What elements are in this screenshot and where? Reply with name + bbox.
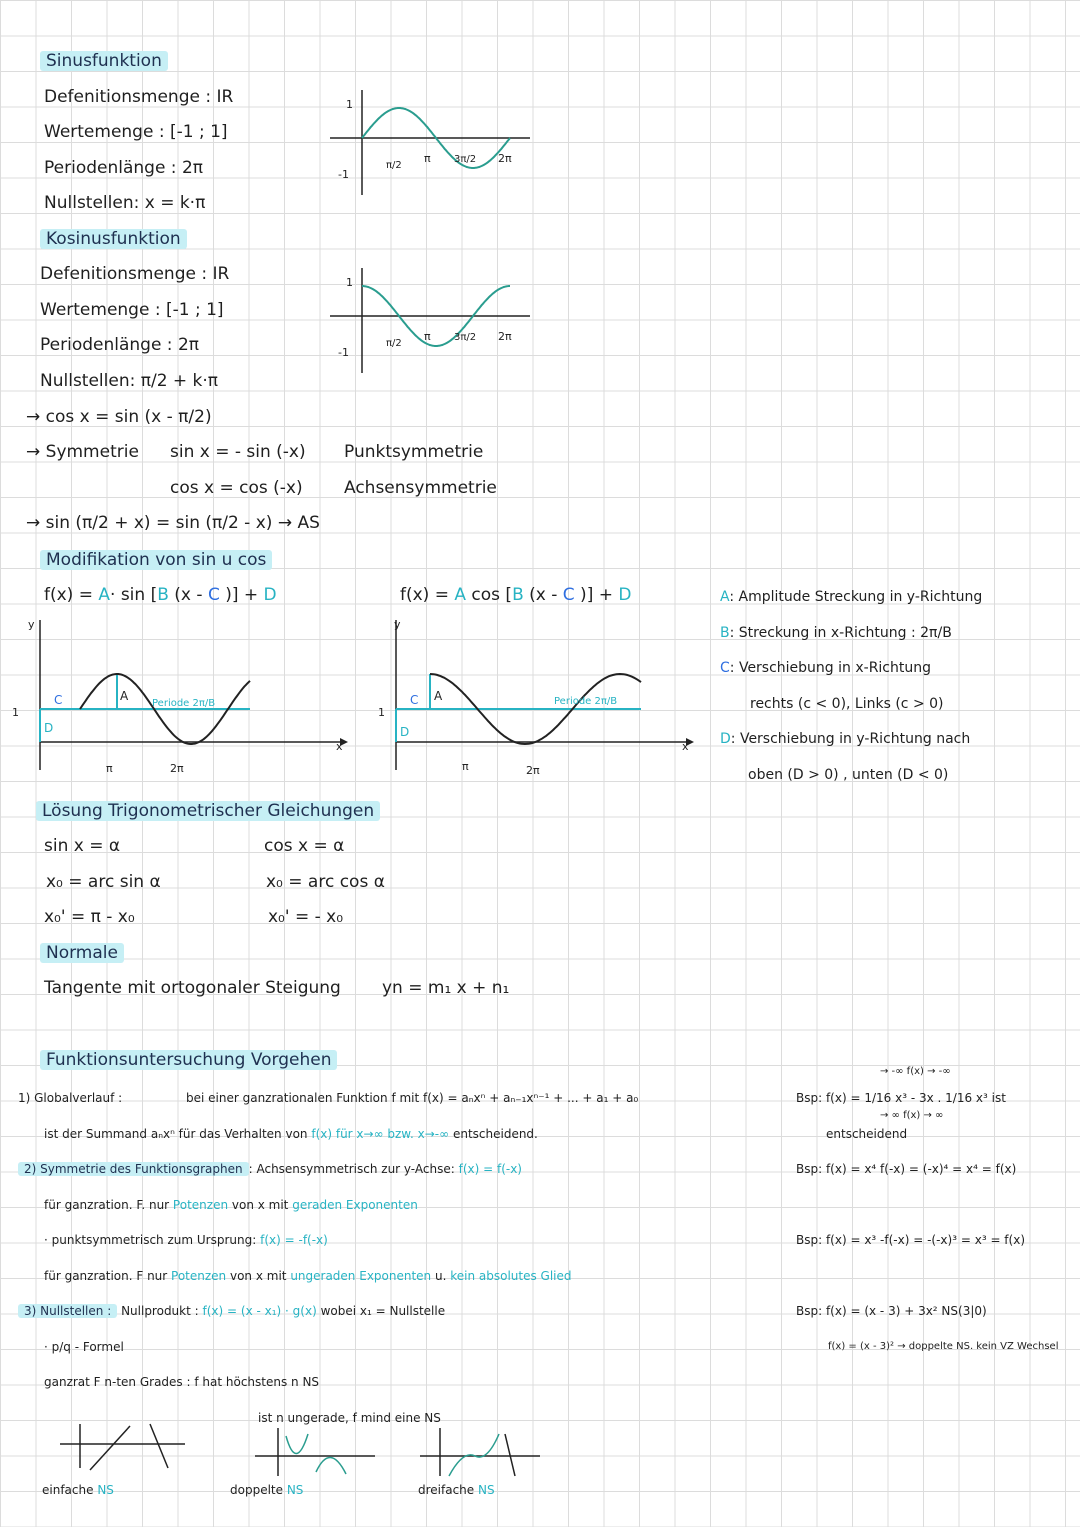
sin-title: Sinusfunktion <box>40 51 168 71</box>
mod-cos-pi: π <box>462 760 469 773</box>
sin-ym1: -1 <box>338 168 349 181</box>
fu-title: Funktionsuntersuchung Vorgehen <box>40 1050 337 1070</box>
expl-C2: rechts (c < 0), Links (c > 0) <box>750 696 944 712</box>
sin-wert: Wertemenge : [-1 ; 1] <box>44 122 228 142</box>
trig-sin-eq: sin x = α <box>44 836 121 856</box>
sin-3pi-half: 3π/2 <box>454 154 477 165</box>
trig-sin-x0p: x₀' = π - x₀ <box>44 907 135 927</box>
expl-B: B: Streckung in x-Richtung : 2π/B <box>720 625 952 641</box>
trig-cos-eq: cos x = α <box>264 836 345 856</box>
expl-C: C: Verschiebung in x-Richtung <box>720 660 932 676</box>
sin-def: Defenitionsmenge : IR <box>44 87 234 107</box>
sin-pi-half: π/2 <box>386 160 402 171</box>
mod-cos-graph <box>376 612 716 782</box>
fu-ungerade: ist n ungerade, f mind eine NS <box>258 1411 441 1425</box>
sin-as: → sin (π/2 + x) = sin (π/2 - x) → AS <box>26 513 320 533</box>
mod-title: Modifikation von sin u cos <box>40 550 272 570</box>
fu-item2-line2: für ganzration. F. nur Potenzen von x mit geraden Exponenten <box>44 1198 418 1212</box>
fu-item1-text: bei einer ganzrationalen Funktion f mit f(x) = aₙxⁿ + aₙ₋₁xⁿ⁻¹ + ... + a₁ + a₀ <box>186 1091 639 1105</box>
mod-cos-formula: f(x) = A cos [B (x - C )] + D <box>400 585 632 605</box>
sin-2pi: 2π <box>498 152 512 165</box>
dreifache-ns-sketch <box>415 1420 555 1480</box>
fu-item1-label: 1) Globalverlauf : <box>18 1091 123 1105</box>
expl-D: D: Verschiebung in y-Richtung nach <box>720 731 971 747</box>
trig-title: Lösung Trigonometrischer Gleichungen <box>36 801 380 821</box>
cos-shift: → cos x = sin (x - π/2) <box>26 407 212 427</box>
trig-cos-x0: x₀ = arc cos α <box>266 872 385 892</box>
fu-ganzrat: ganzrat F n-ten Grades : f hat höchstens n NS <box>44 1375 320 1389</box>
mod-cos-D: D <box>400 725 410 739</box>
mod-cos-periode: Periode 2π/B <box>554 696 618 707</box>
cos-y1: 1 <box>346 276 353 289</box>
fu-item2-point: · punktsymmetrisch zum Ursprung: f(x) = -f(-x) <box>44 1233 328 1247</box>
mod-sin-2pi: 2π <box>170 762 184 775</box>
mod-sin-formula: f(x) = A· sin [B (x - C )] + D <box>44 585 277 605</box>
mod-sin-pi: π <box>106 762 113 775</box>
fu-bsp1-end: entscheidend <box>826 1127 908 1141</box>
normale-formula: yn = m₁ x + n₁ <box>382 978 510 998</box>
sym-sin: sin x = - sin (-x) <box>170 442 306 462</box>
sym-sin-type: Punktsymmetrie <box>344 442 484 462</box>
cos-3pi-half: 3π/2 <box>454 332 477 343</box>
mod-cos-C: C <box>410 693 419 707</box>
dreifache-ns-label: dreifache NS <box>418 1483 495 1497</box>
fu-bsp3: Bsp: f(x) = x³ -f(-x) = -(-x)³ = x³ = f(x) <box>796 1233 1025 1247</box>
mod-sin-one: 1 <box>12 706 19 719</box>
expl-D2: oben (D > 0) , unten (D < 0) <box>748 767 949 783</box>
cos-2pi: 2π <box>498 330 512 343</box>
sym-cos: cos x = cos (-x) <box>170 478 303 498</box>
fu-bsp1-top: → -∞ f(x) → -∞ <box>880 1066 951 1077</box>
fu-pq: · p/q - Formel <box>44 1340 124 1354</box>
einfache-ns-label: einfache NS <box>42 1483 114 1497</box>
fu-item1-text2: ist der Summand aₙxⁿ für das Verhalten von f(x) für x→∞ bzw. x→-∞ entscheidend. <box>44 1127 538 1141</box>
doppelte-ns-label: doppelte NS <box>230 1483 304 1497</box>
sin-pi: π <box>424 152 431 165</box>
cos-title: Kosinusfunktion <box>40 229 187 249</box>
normale-title: Normale <box>40 943 124 963</box>
cos-pi: π <box>424 330 431 343</box>
fu-bsp2: Bsp: f(x) = x⁴ f(-x) = (-x)⁴ = x⁴ = f(x) <box>796 1162 1017 1176</box>
sin-periode: Periodenlänge : 2π <box>44 158 203 178</box>
trig-cos-x0p: x₀' = - x₀ <box>268 907 344 927</box>
sin-y1: 1 <box>346 98 353 111</box>
mod-sin-D: D <box>44 721 54 735</box>
mod-cos-A: A <box>434 689 443 703</box>
fu-bsp4: Bsp: f(x) = (x - 3) + 3x² NS(3|0) <box>796 1304 987 1318</box>
normale-text: Tangente mit ortogonaler Steigung <box>44 978 341 998</box>
sin-null: Nullstellen: x = k·π <box>44 193 206 213</box>
einfache-ns-sketch <box>50 1420 200 1480</box>
cos-graph <box>320 268 560 378</box>
mod-cos-y: y <box>394 618 401 631</box>
cos-pi-half: π/2 <box>386 338 402 349</box>
fu-bsp1: Bsp: f(x) = 1/16 x³ - 3x . 1/16 x³ ist <box>796 1091 1006 1105</box>
sin-graph <box>320 90 560 200</box>
fu-item3: 3) Nullstellen : Nullprodukt : f(x) = (x - x₁) · g(x) wobei x₁ = Nullstelle <box>18 1301 445 1321</box>
trig-sin-x0: x₀ = arc sin α <box>46 872 161 892</box>
mod-sin-x: x <box>336 740 343 753</box>
expl-A: A: Amplitude Streckung in y-Richtung <box>720 589 983 605</box>
fu-item2: 2) Symmetrie des Funktionsgraphen : Achsensymmetrisch zur y-Achse: f(x) = f(-x) <box>18 1159 522 1179</box>
cos-periode: Periodenlänge : 2π <box>40 335 199 355</box>
mod-sin-C: C <box>54 693 63 707</box>
mod-cos-x: x <box>682 740 689 753</box>
sym-label: → Symmetrie <box>26 442 139 462</box>
cos-null: Nullstellen: π/2 + k·π <box>40 371 219 391</box>
mod-sin-graph <box>12 612 350 782</box>
sym-cos-type: Achsensymmetrie <box>344 478 497 498</box>
fu-bsp4-line2: f(x) = (x - 3)² → doppelte NS. kein VZ Wechsel <box>828 1341 1059 1352</box>
fu-bsp1-bottom: → ∞ f(x) → ∞ <box>880 1110 944 1121</box>
mod-sin-y: y <box>28 618 35 631</box>
mod-sin-periode: Periode 2π/B <box>152 698 216 709</box>
doppelte-ns-sketch <box>250 1420 390 1480</box>
fu-item2-line3: für ganzration. F nur Potenzen von x mit ungeraden Exponenten u. kein absolutes Glied <box>44 1269 572 1283</box>
mod-cos-2pi: 2π <box>526 764 540 777</box>
cos-ym1: -1 <box>338 346 349 359</box>
cos-def: Defenitionsmenge : IR <box>40 264 230 284</box>
cos-wert: Wertemenge : [-1 ; 1] <box>40 300 224 320</box>
mod-sin-A: A <box>120 689 129 703</box>
mod-cos-one: 1 <box>378 706 385 719</box>
